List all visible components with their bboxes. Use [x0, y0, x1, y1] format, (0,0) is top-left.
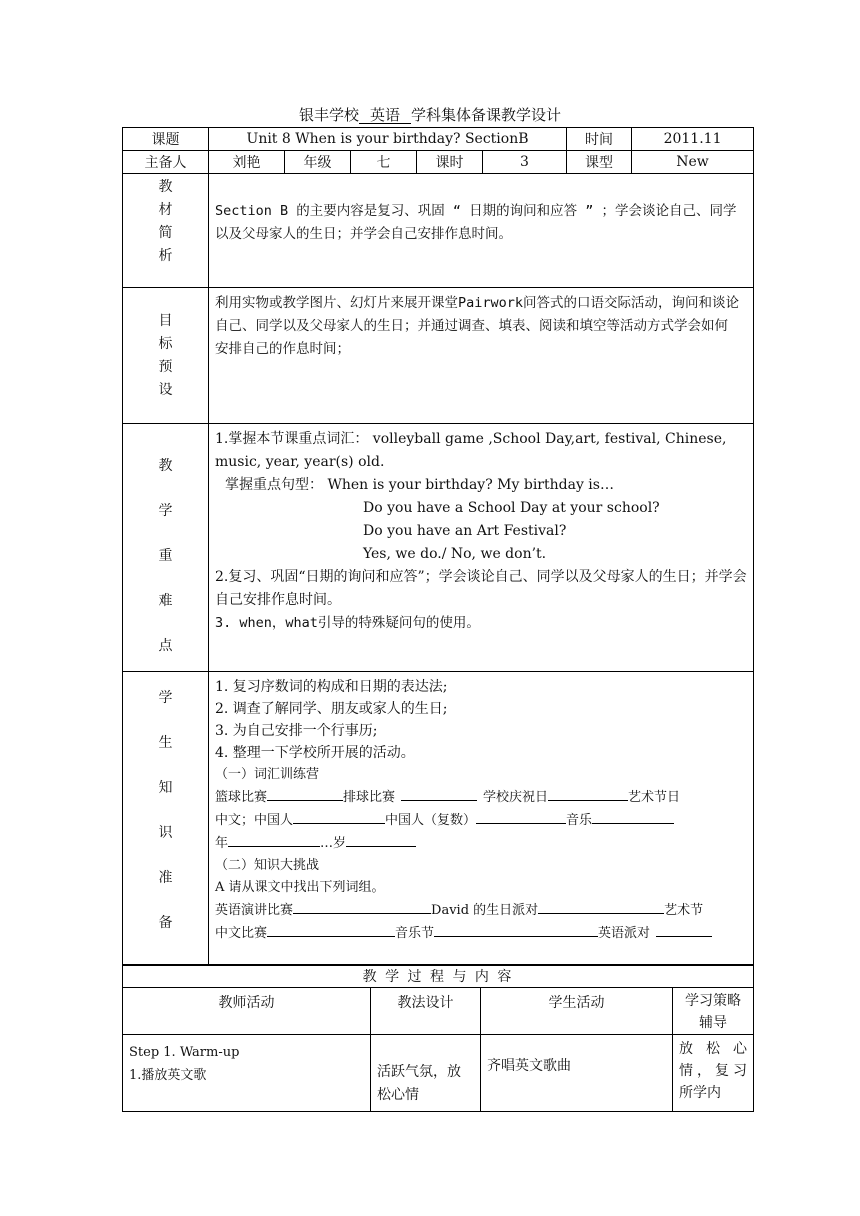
process-title: 教 学 过 程 与 内 容: [123, 965, 754, 988]
challenge-title: （二）知识大挑战: [215, 858, 320, 873]
period-value: 3: [483, 151, 567, 174]
lesson-plan-table: [122, 127, 754, 966]
topic-value: Unit 8 When is your birthday? SectionB: [209, 128, 567, 151]
step1-title: Step 1. Warm-up: [129, 1045, 240, 1060]
col-header-method: 教法设计: [371, 988, 481, 1035]
step1-method: 活跃气氛，放松心情: [371, 1035, 481, 1112]
grade-value: 七: [351, 151, 417, 174]
prep-label: 学 生 知 识 准 备: [123, 672, 209, 966]
author-label: 主备人: [123, 151, 209, 174]
phrase-row-2: 中文比赛 音乐节 英语派对: [215, 922, 747, 945]
step1-student: 齐唱英文歌曲: [481, 1035, 673, 1112]
time-value: 2011.11: [632, 128, 754, 151]
prep-item: 2. 调查了解同学、朋友或家人的生日;: [215, 701, 448, 717]
col-header-strategy: 学习策略辅导: [673, 988, 754, 1035]
step1-strategy: 放松心情，复习所学内: [673, 1035, 754, 1112]
period-label: 课时: [417, 151, 483, 174]
prep-item: 3. 为自己安排一个行事历;: [215, 723, 378, 739]
topic-label: 课题: [123, 128, 209, 151]
phrase-row-1: 英语演讲比赛 David 的生日派对 艺术节: [215, 899, 747, 922]
grade-label: 年级: [285, 151, 351, 174]
vocab-row-1: 篮球比赛 排球比赛 学校庆祝日 艺术节日: [215, 786, 747, 809]
type-label: 课型: [567, 151, 632, 174]
keypoints-line6: 2.复习、巩固“日期的询问和应答”；学会谈论自己、同学以及父母家人的生日；并学会自己安排作息时间。: [215, 569, 747, 608]
type-value: New: [632, 151, 754, 174]
vocab-row-3: 年 …岁: [215, 832, 747, 855]
col-header-student: 学生活动: [481, 988, 673, 1035]
keypoints-line7: 3. when，what引导的特殊疑问句的使用。: [215, 615, 480, 631]
title-suffix: 学科集体备课教学设计: [411, 106, 562, 124]
prep-text: [209, 672, 754, 966]
keypoints-line2: 掌握重点句型： When is your birthday? My birthday is…: [225, 477, 614, 493]
author-value: 刘艳: [209, 151, 285, 174]
step1-teacher: [123, 1035, 371, 1112]
col-header-teacher: 教师活动: [123, 988, 371, 1035]
material-label: 教 材 简 析: [123, 174, 209, 288]
challenge-a: A 请从课文中找出下列词组。: [215, 880, 385, 895]
process-table: [122, 964, 754, 1112]
goals-text: 利用实物或教学图片、幻灯片来展开课堂Pairwork问答式的口语交际活动，询问和谈论自己、同学以及父母家人的生日；并通过调查、填表、阅读和填空等活动方式学会如何 安排自己的作息时间；: [209, 288, 754, 424]
keypoints-text: [209, 424, 754, 672]
prep-item: 4. 整理一下学校所开展的活动。: [215, 745, 415, 761]
prep-item: 1. 复习序数词的构成和日期的表达法;: [215, 679, 448, 695]
keypoints-line5: Yes, we do./ No, we don’t.: [363, 546, 547, 562]
vocab-title: （一）词汇训练营: [215, 767, 320, 782]
subject-name: 英语: [359, 108, 411, 124]
school-name: 银丰学校: [298, 106, 359, 124]
vocab-row-2: 中文；中国人 中国人（复数） 音乐: [215, 809, 747, 832]
document-title: [0, 104, 860, 125]
step1-sub: 1.播放英文歌: [129, 1068, 207, 1083]
keypoints-line1: 1.掌握本节课重点词汇： volleyball game ,School Day,art, festival, Chinese, music, year, year(s) old.: [215, 431, 727, 470]
keypoints-label: 教 学 重 难 点: [123, 424, 209, 672]
goals-label: 目 标 预 设: [123, 288, 209, 424]
keypoints-line4: Do you have an Art Festival?: [363, 523, 567, 539]
keypoints-line3: Do you have a School Day at your school?: [363, 500, 660, 516]
time-label: 时间: [567, 128, 632, 151]
material-text: Section B 的主要内容是复习、巩固 “ 日期的询问和应答 ” ；学会谈论自己、同学以及父母家人的生日；并学会自己安排作息时间。: [209, 174, 754, 288]
